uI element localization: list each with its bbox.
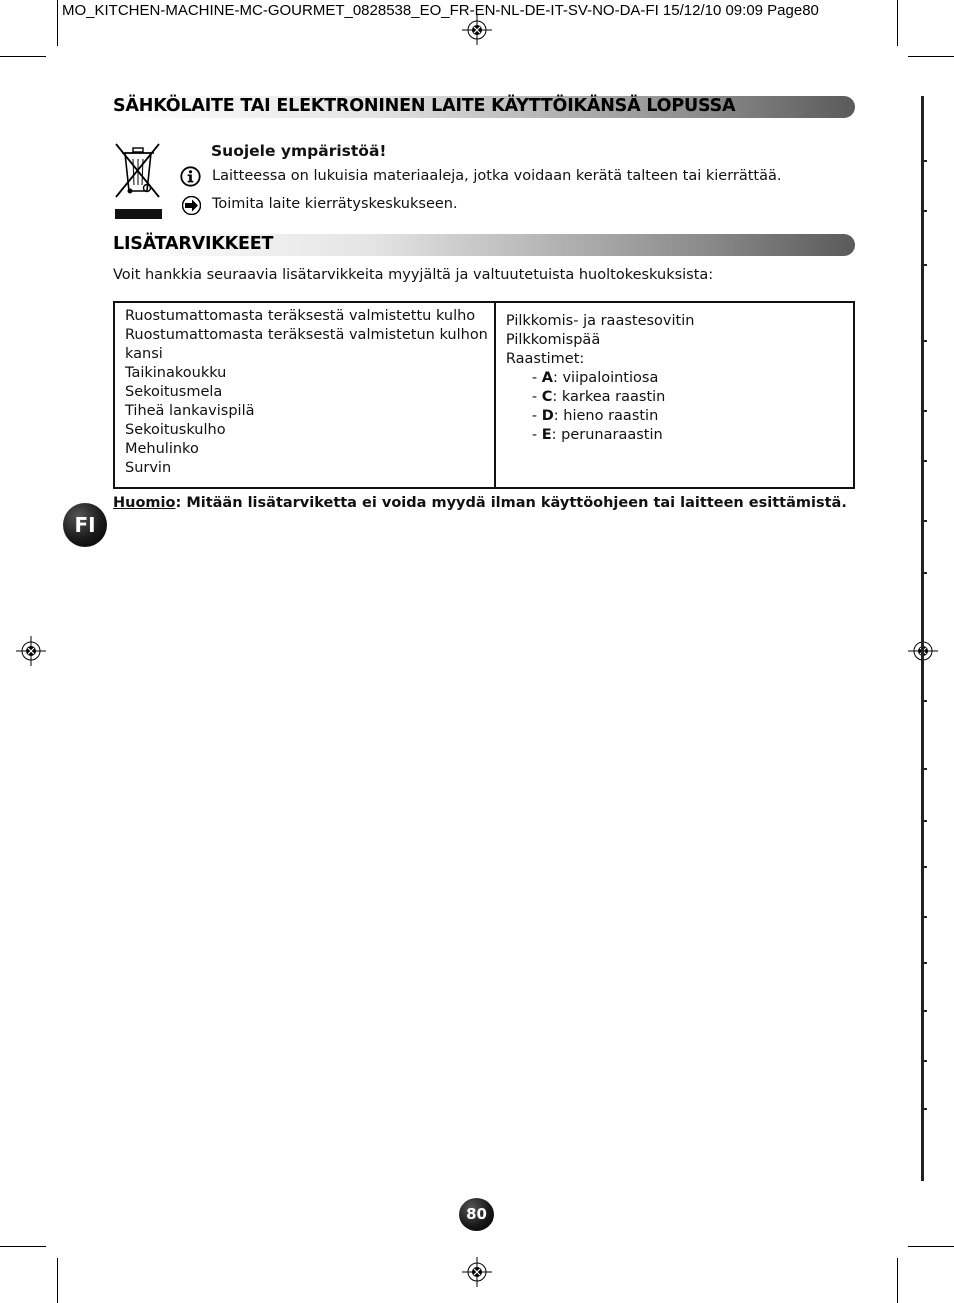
crop-mark bbox=[0, 56, 46, 57]
accessory-item: kansi bbox=[125, 346, 163, 362]
crop-mark bbox=[908, 56, 954, 57]
side-rule-tick bbox=[921, 916, 927, 918]
section-subtitle: Suojele ympäristöä! bbox=[211, 142, 387, 160]
accessory-item: Pilkkomis- ja raastesovitin bbox=[505, 313, 695, 329]
accessory-item: Sekoituskulho bbox=[125, 422, 226, 438]
accessory-item: Sekoitusmela bbox=[125, 384, 223, 400]
accessories-right-cell bbox=[495, 302, 854, 488]
print-slug: MO_KITCHEN-MACHINE-MC-GOURMET_0828538_EO_FR-EN-NL-DE-IT-SV-NO-DA-FI 15/12/10 09:09 Page80 bbox=[62, 2, 819, 19]
accessory-item: Tiheä lankavispilä bbox=[125, 403, 255, 419]
side-rule-tick bbox=[921, 340, 927, 342]
arrow-right-icon bbox=[182, 196, 201, 215]
note-label: Huomio bbox=[113, 495, 176, 511]
side-rule-tick bbox=[921, 160, 927, 162]
side-rule-tick bbox=[921, 820, 927, 822]
side-rule-tick bbox=[921, 1108, 927, 1110]
side-rule-tick bbox=[921, 1060, 927, 1062]
grater-item: - D: hieno raastin bbox=[531, 408, 659, 424]
side-rule-tick bbox=[921, 460, 927, 462]
accessory-item: Mehulinko bbox=[125, 441, 199, 457]
action-text: Toimita laite kierrätyskeskukseen. bbox=[212, 196, 458, 212]
grater-item: - C: karkea raastin bbox=[531, 389, 666, 405]
registration-mark-icon bbox=[462, 1257, 492, 1287]
section-title-disposal: SÄHKÖLAITE TAI ELEKTRONINEN LAITE KÄYTTÖIKÄNSÄ LOPUSSA bbox=[113, 96, 736, 116]
accessory-item: Pilkkomispää bbox=[505, 332, 601, 348]
side-rule-tick bbox=[921, 962, 927, 964]
info-text: Laitteessa on lukuisia materiaaleja, jotka voidaan kerätä talteen tai kierrättää. bbox=[212, 168, 782, 184]
grater-item: - E: perunaraastin bbox=[531, 427, 663, 443]
side-rule-tick bbox=[921, 700, 927, 702]
side-rule-tick bbox=[921, 264, 927, 266]
weee-bin-icon bbox=[113, 141, 163, 221]
side-rule-tick bbox=[921, 1010, 927, 1012]
side-rule-tick bbox=[921, 866, 927, 868]
accessory-item: Survin bbox=[125, 460, 172, 476]
accessories-table bbox=[113, 301, 855, 489]
crop-mark bbox=[57, 1258, 58, 1303]
side-rule bbox=[921, 96, 924, 1181]
grater-item: - A: viipalointiosa bbox=[531, 370, 659, 386]
crop-mark bbox=[908, 1246, 954, 1247]
page-number: 80 bbox=[459, 1198, 494, 1231]
side-rule-tick bbox=[921, 410, 927, 412]
crop-mark bbox=[897, 0, 898, 46]
language-badge: FI bbox=[63, 503, 107, 547]
crop-mark bbox=[897, 1258, 898, 1303]
accessory-item: Ruostumattomasta teräksestä valmistetun kulhon bbox=[125, 327, 488, 343]
info-icon bbox=[180, 166, 201, 187]
note-text: : Mitään lisätarviketta ei voida myydä ilman käyttöohjeen tai laitteen esittämistä. bbox=[175, 495, 847, 511]
side-rule-tick bbox=[921, 520, 927, 522]
accessory-item: Raastimet: bbox=[505, 351, 585, 367]
crop-mark bbox=[57, 0, 58, 46]
accessory-item: Taikinakoukku bbox=[125, 365, 227, 381]
accessories-intro: Voit hankkia seuraavia lisätarvikkeita myyjältä ja valtuutetuista huoltokeskuksista: bbox=[113, 267, 714, 283]
note bbox=[113, 495, 847, 511]
crop-mark bbox=[0, 1246, 46, 1247]
accessory-item: Ruostumattomasta teräksestä valmistettu kulho bbox=[125, 308, 476, 324]
side-rule-tick bbox=[921, 768, 927, 770]
registration-mark-icon bbox=[16, 636, 46, 666]
registration-mark-icon bbox=[462, 15, 492, 45]
section-title-accessories: LISÄTARVIKKEET bbox=[113, 234, 274, 254]
side-rule-tick bbox=[921, 210, 927, 212]
accessories-left-cell bbox=[114, 302, 495, 488]
side-rule-tick bbox=[921, 572, 927, 574]
